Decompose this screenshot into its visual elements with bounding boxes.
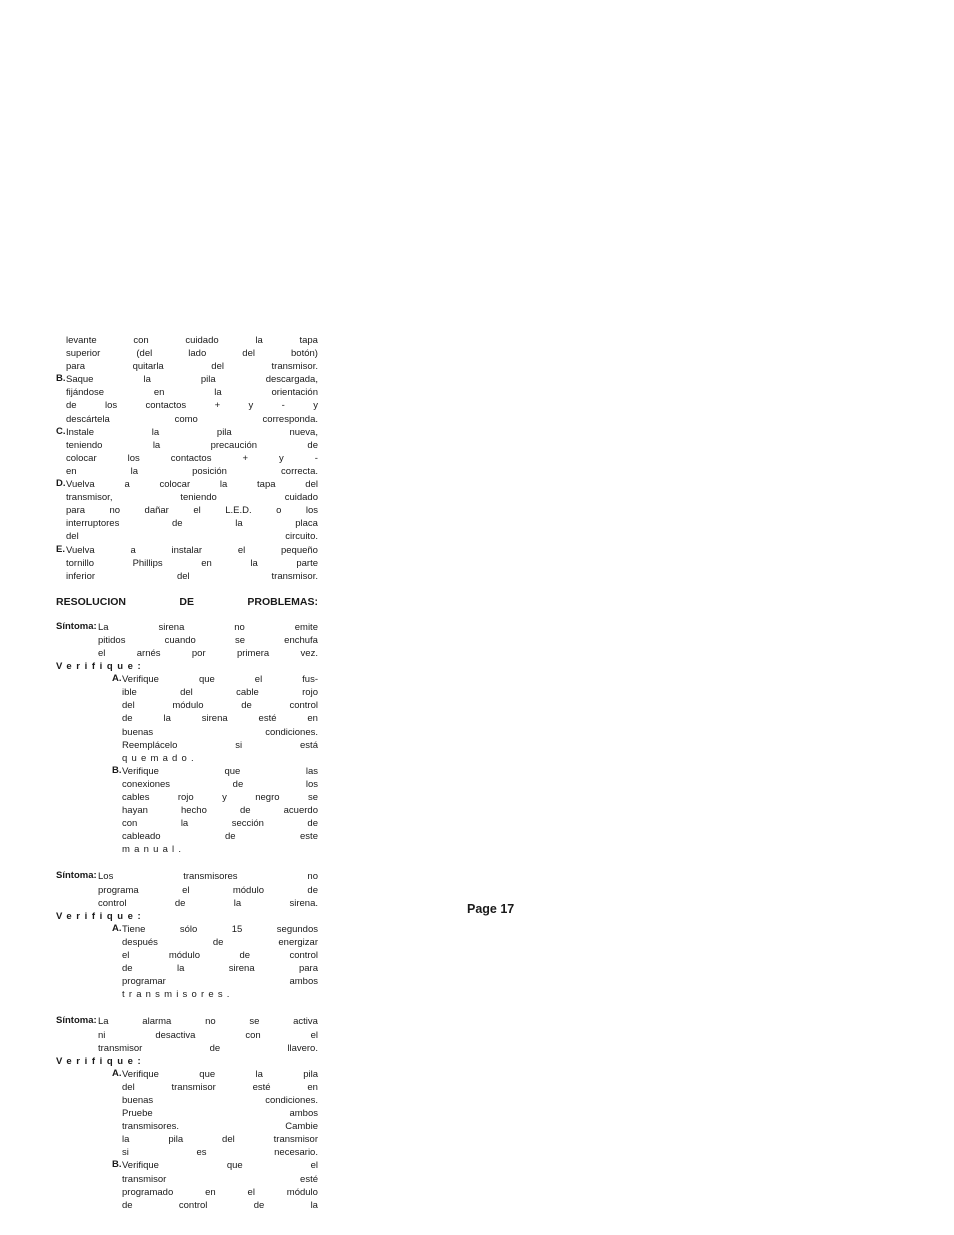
page-number: Page 17 — [467, 902, 515, 916]
text-line: del transmisor esté en — [122, 1081, 318, 1093]
text-line: superior (del lado del botón) — [66, 348, 318, 360]
text-line: cableado de este — [122, 831, 318, 843]
text-line: Vuelva a instalar el pequeño — [66, 544, 318, 556]
text-line: Verifique que las — [122, 765, 318, 777]
text-line: buenas condiciones. — [122, 1094, 318, 1106]
verify-label: Verifique: — [56, 1055, 146, 1067]
check-label: B. — [112, 1159, 122, 1171]
text-line: colocar los contactos + y - — [66, 452, 318, 464]
text-column — [56, 334, 318, 1212]
text-line: para quitarla del transmisor. — [66, 361, 318, 373]
text-line: programa el módulo de — [98, 884, 318, 896]
text-line: de la sirena esté en — [122, 713, 318, 725]
text-line: transmisores. Cambie — [122, 1121, 318, 1133]
text-line: Los transmisores no — [98, 871, 318, 883]
check-label: B. — [112, 764, 122, 776]
section-heading: RESOLUCION DE PROBLEMAS: — [56, 595, 318, 608]
text-line: hayan hecho de acuerdo — [122, 805, 318, 817]
step-label: E. — [56, 543, 65, 555]
text-line: La alarma no se activa — [98, 1016, 318, 1028]
text-line: la pila del transmisor — [122, 1134, 318, 1146]
symptom-label: Síntoma: — [56, 620, 97, 632]
text-line: el módulo de control — [122, 950, 318, 962]
text-line: ible del cable rojo — [122, 687, 318, 699]
text-line: La sirena no emite — [98, 621, 318, 633]
text-line: el arnés por primera vez. — [98, 647, 318, 659]
text-line: manual. — [122, 844, 186, 856]
text-line: Verifique que la pila — [122, 1068, 318, 1080]
text-line: Verifique que el fus- — [122, 674, 318, 686]
text-line: quemado. — [122, 752, 198, 764]
text-line: Instale la pila nueva, — [66, 426, 318, 438]
verify-label: Verifique: — [56, 661, 146, 673]
text-line: transmisor, teniendo cuidado — [66, 492, 318, 504]
symptom-block — [56, 870, 318, 1001]
symptom-block — [56, 1015, 318, 1211]
step-label: B. — [56, 373, 66, 385]
text-line: interruptores de la placa — [66, 518, 318, 530]
spacer — [56, 1001, 318, 1015]
text-line: transmisores. — [122, 989, 234, 1001]
text-line: tornillo Phillips en la parte — [66, 557, 318, 569]
symptom-label: Síntoma: — [56, 1015, 97, 1027]
spacer — [56, 856, 318, 870]
step-item — [56, 478, 318, 543]
text-line: del circuito. — [66, 531, 318, 543]
text-line: descártela como corresponda. — [66, 413, 318, 425]
symptom-label: Síntoma: — [56, 870, 97, 882]
text-line: transmisor esté — [122, 1173, 318, 1185]
text-line: buenas condiciones. — [122, 726, 318, 738]
check-item — [56, 923, 318, 1002]
check-item — [56, 1159, 318, 1211]
text-line: transmisor de llavero. — [98, 1042, 318, 1054]
text-line: después de energizar — [122, 936, 318, 948]
text-line: para no dañar el L.E.D. o los — [66, 505, 318, 517]
text-line: cables rojo y negro se — [122, 792, 318, 803]
symptom-block — [56, 621, 318, 857]
step-label: D. — [56, 478, 66, 490]
text-line: Verifique que el — [122, 1160, 318, 1172]
text-line: programado en el módulo — [122, 1186, 318, 1198]
text-line: levante con cuidado la tapa — [66, 335, 318, 346]
text-line: programar ambos — [122, 976, 318, 988]
text-line: de los contactos + y - y — [66, 400, 318, 412]
text-line: Tiene sólo 15 segundos — [122, 923, 318, 935]
text-line: ni desactiva con el — [98, 1029, 318, 1041]
text-line: con la sección de — [122, 818, 318, 830]
check-label: A. — [112, 1067, 122, 1079]
text-line: Vuelva a colocar la tapa del — [66, 479, 318, 491]
step-item — [56, 544, 318, 583]
step-label: C. — [56, 425, 66, 437]
check-item — [56, 673, 318, 765]
step-item — [56, 373, 318, 425]
text-line: si es necesario. — [122, 1147, 318, 1159]
text-line: Saque la pila descargada, — [66, 374, 318, 386]
check-label: A. — [112, 673, 122, 685]
text-line: inferior del transmisor. — [66, 570, 318, 582]
check-item — [56, 1068, 318, 1160]
text-line: en la posición correcta. — [66, 465, 318, 477]
step-item — [56, 426, 318, 478]
text-line: control de la sirena. — [98, 897, 318, 909]
text-line: Pruebe ambos — [122, 1108, 318, 1120]
text-line: pitidos cuando se enchufa — [98, 634, 318, 646]
text-line: conexiones de los — [122, 778, 318, 790]
text-line: del módulo de control — [122, 700, 318, 712]
text-line: de control de la — [122, 1199, 318, 1211]
check-label: A. — [112, 922, 122, 934]
text-line: de la sirena para — [122, 963, 318, 975]
verify-label: Verifique: — [56, 910, 146, 922]
text-line: fijándose en la orientación — [66, 387, 318, 399]
check-item — [56, 765, 318, 857]
text-line: teniendo la precaución de — [66, 439, 318, 451]
text-line: Reemplácelo si está — [122, 739, 318, 751]
